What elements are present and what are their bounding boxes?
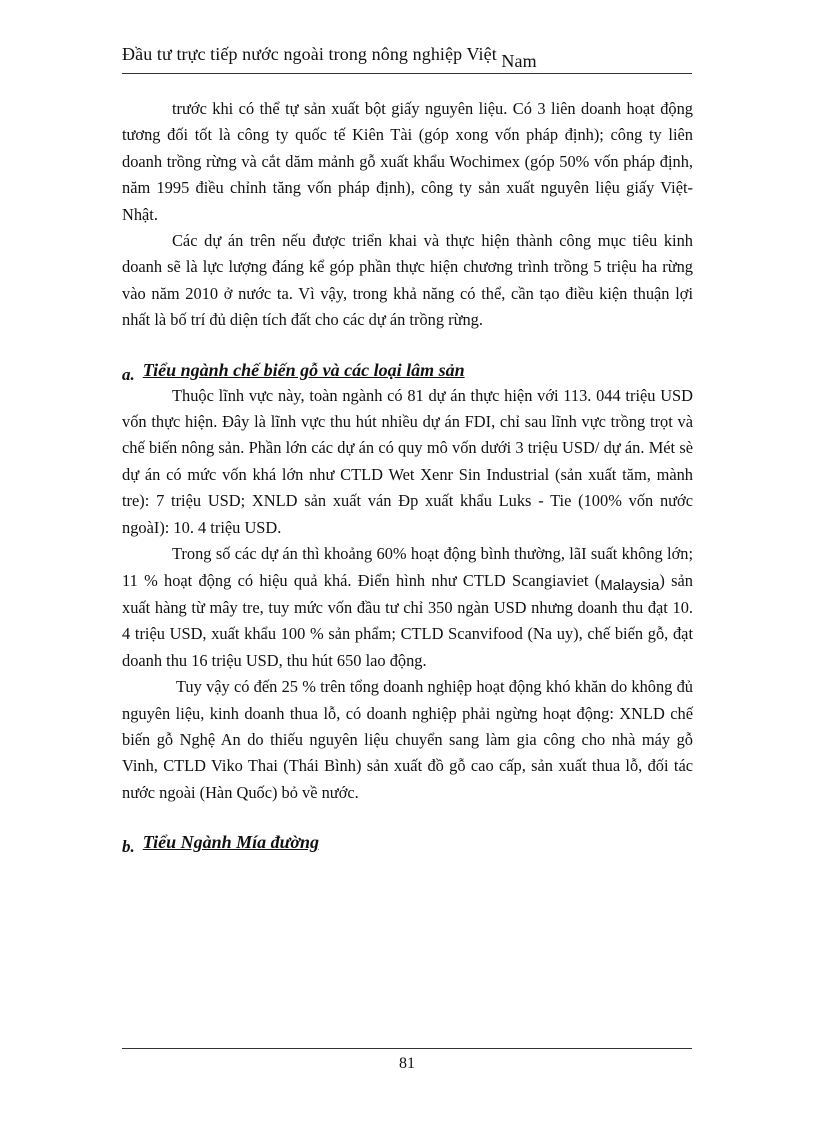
paragraph-4: [122, 541, 693, 674]
section-title-a: Tiểu ngành chế biến gỗ và các loại lâm sản: [142, 359, 465, 380]
paragraph-4-country: Malaysia: [600, 576, 660, 594]
page-number: 81: [399, 1055, 415, 1072]
paragraph-2: [122, 228, 693, 334]
footer-rule: [122, 1048, 692, 1049]
paragraph-3-text: Thuộc lĩnh vực này, toàn ngành có 81 dự án thực hiện với 113. 044 triệu USD vốn thực hiện. Đây là lĩnh vực thu hút nhiều dự án FDI, chỉ sau lĩnh vực trồng trọt và chế biến nông sản. Phần lớn các dự án có quy mô vốn dưới 3 triệu USD/ dự án. Mét sè dự án có mức vốn khá lớn như CTLD Wet Xenr Sin Industrial (sản xuất tăm, mành tre): 7 triệu USD; XNLD sản xuất ván Đp xuất khẩu Luks - Tie (100% vốn nước ngoàI): 10. 4 triệu USD.: [122, 385, 693, 537]
paragraph-4-text-a: Trong số các dự án thì khoảng 60% hoạt động bình thường, lãI suất không lớn; 11 % hoạt động có hiệu quả khá. Điển hình như CTLD Scangiaviet (: [122, 544, 693, 590]
paragraph-3: [122, 383, 693, 541]
section-label-b: b.: [122, 837, 135, 857]
running-header: [122, 44, 692, 71]
section-heading-a: [122, 359, 693, 384]
paragraph-1: [122, 96, 693, 228]
paragraph-5-text: Tuy vậy có đến 25 % trên tổng doanh nghiệp hoạt động khó khăn do không đủ nguyên liệu, kinh doanh thua lỗ, có doanh nghiệp phải ngừng hoạt động: XNLD chế biến gỗ Nghệ An do thiếu nguyên liệu chuyển sang làm gia công cho nhà máy gỗ Vinh, CTLD Viko Thai (Thái Bình) sản xuất đồ gỗ cao cấp, sản xuất thua lỗ, đối tác nước ngoài (Hàn Quốc) bỏ về nước.: [122, 677, 693, 802]
paragraph-5: [122, 674, 693, 806]
section-label-a: a.: [122, 364, 135, 384]
section-title-b: Tiểu Ngành Mía đường: [142, 832, 320, 853]
paragraph-1-text: trước khi có thể tự sản xuất bột giấy nguyên liệu. Có 3 liên doanh hoạt động tương đối tốt là công ty quốc tế Kiên Tài (góp xong vốn pháp định); công ty liên doanh trồng rừng và cắt dăm mảnh gỗ xuất khẩu Wochimex (góp 50% vốn pháp định, năm 1995 điều chỉnh tăng vốn pháp định), công ty sản xuất nguyên liệu giấy Việt-Nhật.: [122, 99, 693, 224]
header-rule: [122, 73, 692, 74]
document-body: [122, 96, 693, 857]
header-title-tail: Nam: [501, 51, 537, 71]
paragraph-4-text-c: ) sản xuất hàng từ mây tre, tuy mức vốn đầu tư chỉ 350 ngàn USD nhưng doanh thu đạt 10. 4 triệu USD, xuất khẩu 100 % sản phẩm; CTLD Scanvifood (Na uy), chế biến gỗ, đạt doanh thu 16 triệu USD, thu hút 650 lao động.: [122, 570, 693, 670]
paragraph-2-text: Các dự án trên nếu được triển khai và thực hiện thành công mục tiêu kinh doanh sẽ là lực lượng đáng kể góp phần thực hiện chương trình trồng 5 triệu ha rừng vào năm 2010 ở nước ta. Vì vậy, trong khả năng có thể, cần tạo điều kiện thuận lợi nhất là bố trí đủ diện tích đất cho các dự án trồng rừng.: [122, 231, 693, 330]
section-heading-b: [122, 832, 693, 857]
header-title: Đầu tư trực tiếp nước ngoài trong nông nghiệp Việt: [122, 44, 497, 64]
